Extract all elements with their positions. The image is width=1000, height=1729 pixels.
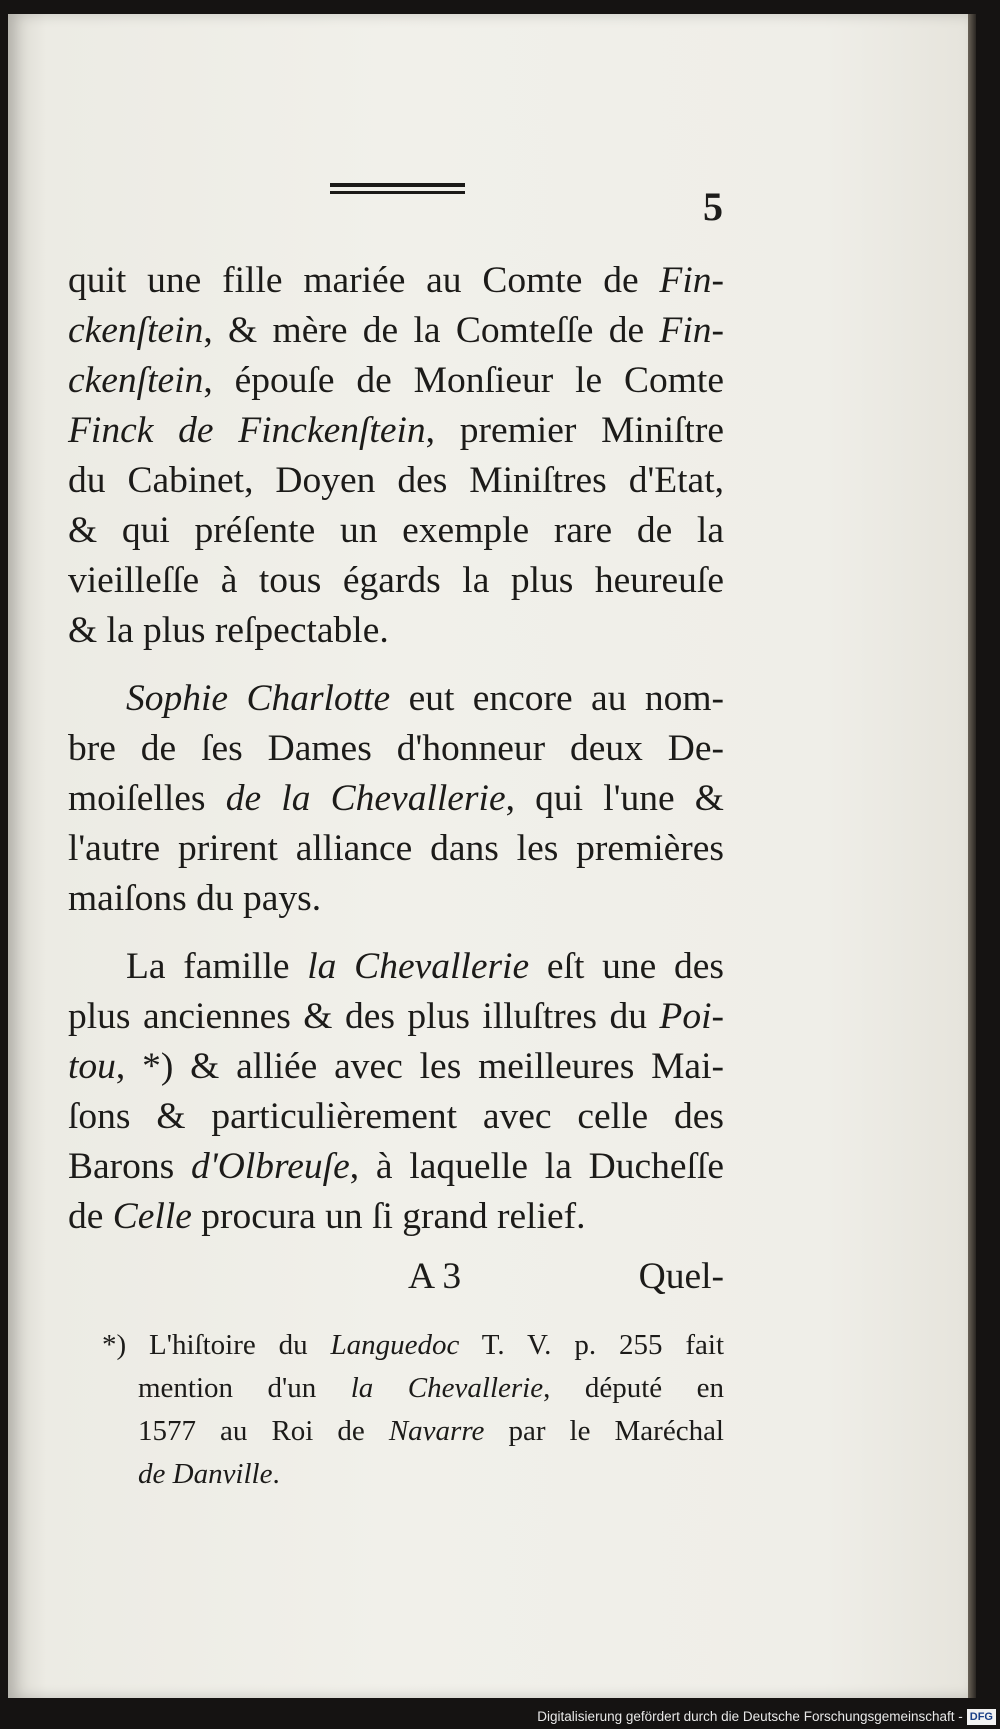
italic-run: de Danville (138, 1458, 273, 1490)
italic-run: Navarre (388, 1415, 485, 1447)
signature-mark: A 3 (408, 1256, 462, 1297)
text-line: tou, *) & alliée avec les meilleures Mai- (68, 1046, 724, 1087)
text-line: Sophie Charlotte eut encore au nom- (126, 678, 724, 719)
text-line: & la plus reſpectable. (68, 610, 389, 651)
text-line: & qui préſente un exemple rare de la (68, 510, 724, 551)
text-line: Barons d'Olbreuſe, à laquelle la Ducheſſe (68, 1146, 724, 1187)
italic-run: Finck de Finckenſtein (68, 410, 426, 451)
footnote-line: mention d'un la Chevallerie, député en (138, 1372, 724, 1404)
text-line: moiſelles de la Chevallerie, qui l'une & (68, 778, 724, 819)
page-edge (968, 14, 976, 1698)
footnote-line: 1577 au Roi de Navarre par le Maréchal (138, 1415, 724, 1447)
text-line: du Cabinet, Doyen des Miniſtres d'Etat, (68, 460, 724, 501)
italic-run: Languedoc (330, 1329, 460, 1361)
body-text (68, 256, 724, 1304)
footnote-line: de Danville. (138, 1458, 280, 1490)
footnote-line: *) L'hiſtoire du Languedoc T. V. p. 255 fait (102, 1329, 724, 1361)
text-line: maiſons du pays. (68, 878, 322, 919)
paragraph-1 (68, 256, 724, 656)
credit-text: Digitalisierung gefördert durch die Deutsche Forschungsgemeinschaft - (537, 1709, 963, 1724)
digitization-credit (537, 1706, 996, 1728)
text-line: ckenſtein, épouſe de Monſieur le Comte (68, 360, 724, 401)
text-line: quit une fille mariée au Comte de Fin- (68, 260, 724, 301)
italic-run: Celle (112, 1196, 192, 1237)
catchword: Quel- (638, 1256, 724, 1297)
italic-run: tou (68, 1046, 116, 1087)
italic-run: d'Olbreuſe (191, 1146, 350, 1187)
text-line: vieilleſſe à tous égards la plus heureuſe (68, 560, 724, 601)
text-line: La famille la Chevallerie eſt une des (126, 946, 724, 987)
text-line: de Celle procura un ſi grand relief. (68, 1196, 586, 1237)
italic-run: ckenſtein (68, 360, 204, 401)
italic-run: de la Chevallerie (225, 778, 506, 819)
text-line: bre de ſes Dames d'honneur deux De- (68, 728, 724, 769)
italic-run: Fin- (659, 260, 724, 301)
paragraph-2 (68, 674, 724, 924)
header-rule-bottom (330, 191, 465, 194)
text-line: Finck de Finckenſtein, premier Miniſtre (68, 410, 724, 451)
italic-run: Poi- (659, 996, 724, 1037)
italic-run: Sophie Charlotte (126, 678, 391, 719)
italic-run: Fin- (659, 310, 724, 351)
text-line: l'autre prirent alliance dans les premières (68, 828, 724, 869)
paragraph-3 (68, 942, 724, 1242)
footnote (68, 1324, 724, 1496)
header-rule-top (330, 183, 465, 187)
text-line: ckenſtein, & mère de la Comteſſe de Fin- (68, 310, 724, 351)
italic-run: la Chevallerie (307, 946, 530, 987)
text-line: ſons & particulièrement avec celle des (68, 1096, 724, 1137)
italic-run: la Chevallerie (350, 1372, 544, 1404)
page-number: 5 (703, 184, 723, 229)
italic-run: ckenſtein (68, 310, 204, 351)
signature-line (68, 1250, 724, 1304)
text-line: plus anciennes & des plus illuſtres du Poi- (68, 996, 724, 1037)
dfg-logo: DFG (967, 1709, 996, 1725)
